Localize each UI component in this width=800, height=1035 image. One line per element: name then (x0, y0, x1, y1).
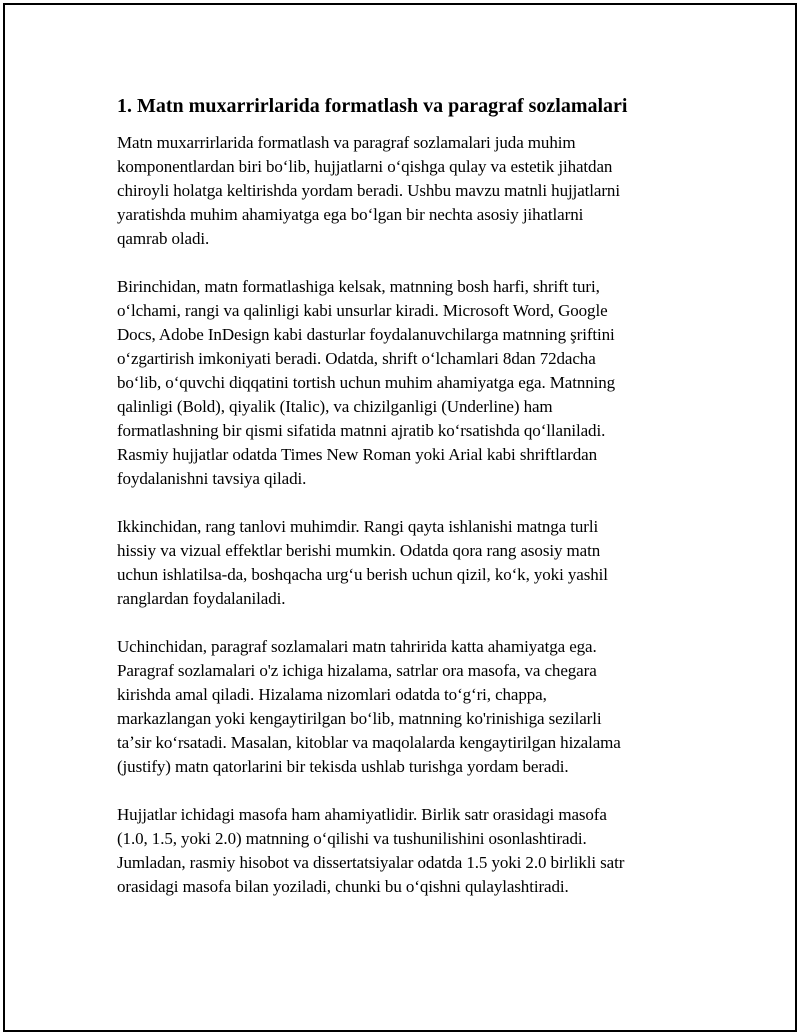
document-body (117, 93, 662, 923)
paragraph-intro: Matn muxarrirlarida formatlash va paragraf sozlamalari juda muhim komponentlardan biri boʻlib, hujjatlarni oʻqishga qulay va estetik jihatdan chiroyli holatga keltirishda yordam beradi. Ushbu mavzu matnli hujjatlarni yaratishda muhim ahamiyatga ega boʻlgan bir nechta asosiy jihatlarni qamrab oladi. (117, 133, 620, 248)
paragraph-settings: Uchinchidan, paragraf sozlamalari matn tahririda katta ahamiyatga ega. Paragraf sozlamalari o'z ichiga hizalama, satrlar ora masofa, va chegara kirishda amal qiladi. Hizalama nizomlari odatda toʻgʻri, chappa, markazlangan yoki kengaytirilgan boʻlib, matnning ko'rinishiga sezilarli taʼsir koʻrsatadi. Masalan, kitoblar va maqolalarda kengaytirilgan hizalama (justify) matn qatorlarini bir tekisda ushlab turishga yordam beradi. (117, 637, 621, 776)
paragraph-color: Ikkinchidan, rang tanlovi muhimdir. Rangi qayta ishlanishi matnga turli hissiy va vizual effektlar berishi mumkin. Odatda qora rang asosiy matn uchun ishlatilsa-da, boshqacha urgʻu berish uchun qizil, koʻk, yoki yashil ranglardan foydalaniladi. (117, 517, 608, 608)
paragraph-formatting: Birinchidan, matn formatlashiga kelsak, matnning bosh harfi, shrift turi, oʻlchami, rangi va qalinligi kabi unsurlar kiradi. Microsoft Word, Google Docs, Adobe InDesign kabi dasturlar foydalanuvchilarga matnning şriftini oʻzgartirish imkoniyati beradi. Odatda, shrift oʻlchamlari 8dan 72dacha boʻlib, oʻquvchi diqqatini tortish uchun muhim ahamiyatga ega. Matnning qalinligi (Bold), qiyalik (Italic), va chizilganligi (Underline) ham formatlashning bir qismi sifatida matnni ajratib koʻrsatishda qoʻllaniladi. Rasmiy hujjatlar odatda Times New Roman yoki Arial kabi shriftlardan foydalanishni tavsiya qiladi. (117, 277, 616, 488)
paragraph-spacing: Hujjatlar ichidagi masofa ham ahamiyatlidir. Birlik satr orasidagi masofa (1.0, 1.5, yoki 2.0) matnning oʻqilishi va tushunilishini osonlashtiradi. Jumladan, rasmiy hisobot va dissertatsiyalar odatda 1.5 yoki 2.0 birlikli satr orasidagi masofa bilan yoziladi, chunki bu oʻqishni qulaylashtiradi. (117, 805, 625, 896)
document-title: 1. Matn muxarrirlarida formatlash va paragraf sozlamalari (117, 95, 628, 117)
